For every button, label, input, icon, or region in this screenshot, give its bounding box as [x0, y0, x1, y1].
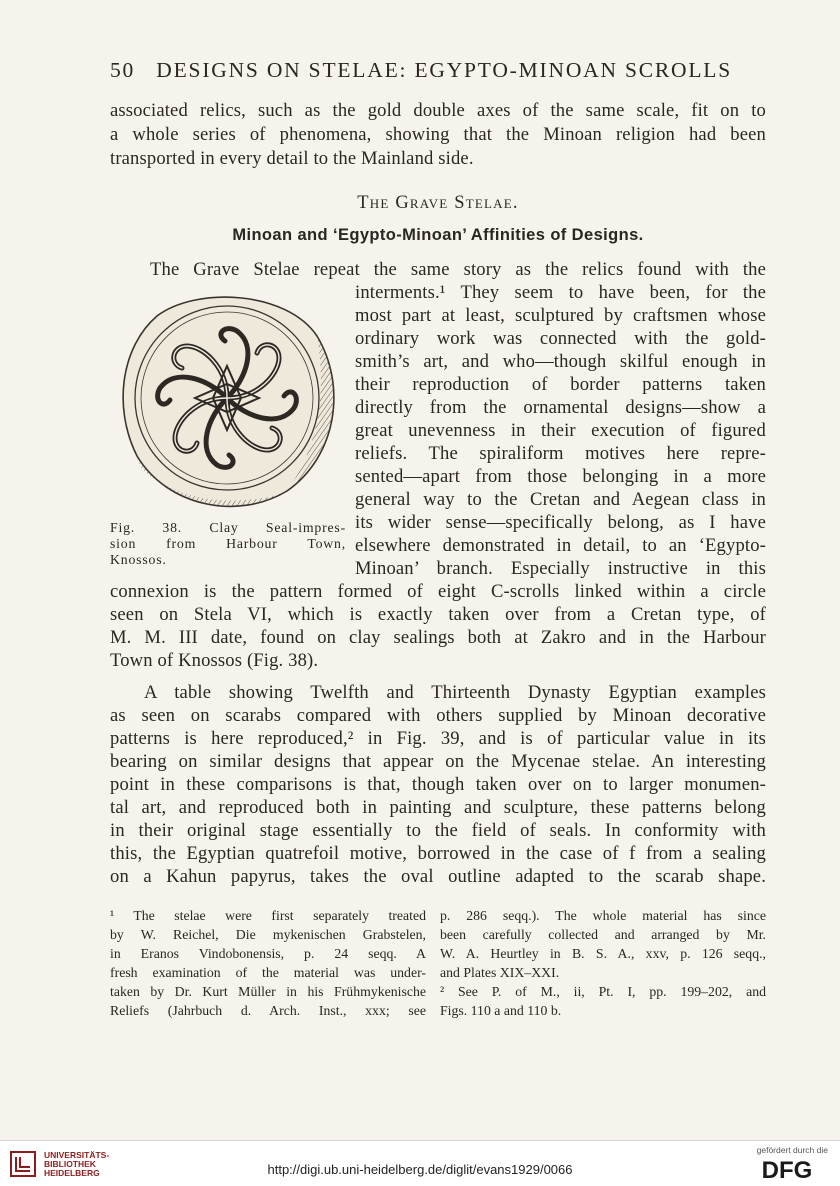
para1-line: interments.¹ They seem to have been, for the [355, 282, 766, 303]
footnote-line: been carefully collected and arranged by Mr. [440, 927, 766, 942]
para2-line: patterns is here reproduced,² in Fig. 39, and is of particular value in its [110, 728, 766, 749]
para1-line: directly from the ornamental designs—show a [355, 397, 766, 418]
para1-line: Minoan’ branch. Especially instructive in this [355, 558, 766, 579]
para1-line: connexion is the pattern formed of eight C-scrolls linked within a circle [110, 581, 766, 602]
para1-line: its wider sense—specifically belong, as I have [355, 512, 766, 533]
intro-line: associated relics, such as the gold double axes of the same scale, fit on to [110, 100, 766, 121]
library-name: UNIVERSITÄTS- BIBLIOTHEK HEIDELBERG [44, 1150, 110, 1178]
para1-line: Town of Knossos (Fig. 38). [110, 650, 319, 671]
page-number: 50 [110, 58, 136, 82]
para1-line: seen on Stela VI, which is exactly taken over from a Cretan type, of [110, 604, 766, 625]
dfg-logo-icon [746, 1157, 828, 1181]
para1-line: sented—apart from those belonging in a more [355, 466, 766, 487]
footnote-line: taken by Dr. Kurt Müller in his Frühmykenische [110, 984, 426, 999]
para1-line: smith’s art, and who—though skilful enough in [355, 351, 766, 372]
footnote-line: by W. Reichel, Die mykenischen Grabstelen, [110, 927, 426, 942]
section-title: The Grave Stelae. [357, 193, 519, 213]
footnote-line: ¹ The stelae were first separately treated [110, 908, 426, 923]
footnote-line: in Eranos Vindobonensis, p. 24 seqq. A [110, 946, 426, 961]
para1-line: their reproduction of border patterns taken [355, 374, 766, 395]
para1-line: ordinary work was connected with the gold- [355, 328, 766, 349]
para2-line: A table showing Twelfth and Thirteenth Dynasty Egyptian examples [144, 682, 766, 703]
footnote-line: fresh examination of the material was under- [110, 965, 426, 980]
source-url-link[interactable]: http://digi.ub.uni-heidelberg.de/diglit/evans1929/0066 [267, 1162, 573, 1177]
para2-line: in their original stage essentially to the field of seals. In conformity with [110, 820, 766, 841]
running-title: DESIGNS ON STELAE: EGYPTO-MINOAN SCROLLS [156, 58, 732, 82]
footnote-line: p. 286 seqq.). The whole material has since [440, 908, 766, 923]
para1-line: reliefs. The spiraliform motives here repre- [355, 443, 766, 464]
subheading: Minoan and ‘Egypto-Minoan’ Affinities of Designs. [232, 226, 644, 244]
footnote-line: ² See P. of M., ii, Pt. I, pp. 199–202, and [440, 984, 766, 999]
para2-line: this, the Egyptian quatrefoil motive, borrowed in the case of f from a sealing [110, 843, 766, 864]
seal-impression-figure [117, 286, 342, 514]
para2-line: on a Kahun papyrus, takes the oval outline adapted to the scarab shape. [110, 866, 766, 887]
intro-line: transported in every detail to the Mainland side. [110, 148, 474, 169]
funding-note: gefördert durch die [756, 1145, 828, 1155]
footnote-line: Reliefs (Jahrbuch d. Arch. Inst., xxx; see [110, 1003, 426, 1018]
para2-line: bearing on similar designs that appear on the Mycenae stelae. An interesting [110, 751, 766, 772]
para1-line: The Grave Stelae repeat the same story as the relics found with the [150, 259, 766, 280]
para2-line: tal art, and reproduced both in painting and sculpture, these patterns belong [110, 797, 766, 818]
footnote-line: W. A. Heurtley in B. S. A., xxv, p. 126 seqq., [440, 946, 766, 961]
para1-line: great unevenness in their execution of figured [355, 420, 766, 441]
footnote-line: and Plates XIX–XXI. [440, 965, 560, 980]
para2-line: as seen on scarabs compared with others supplied by Minoan decorative [110, 705, 766, 726]
para1-line: M. M. III date, found on clay sealings both at Zakro and in the Harbour [110, 627, 766, 648]
para1-line: most part at least, sculptured by craftsmen whose [355, 305, 766, 326]
figure-caption-line: Knossos. [110, 552, 167, 567]
footnote-line: Figs. 110 a and 110 b. [440, 1003, 562, 1018]
intro-line: a whole series of phenomena, showing that the Minoan religion had been [110, 124, 766, 145]
para1-line: general way to the Cretan and Aegean class in [355, 489, 766, 510]
para2-line: point in these comparisons is that, though taken over on to larger monumen- [110, 774, 766, 795]
figure-caption-line: Fig. 38. Clay Seal-impres- [110, 520, 346, 535]
figure-caption-line: sion from Harbour Town, [110, 536, 346, 551]
dfg-logo-text: DFG [761, 1157, 813, 1181]
running-header [110, 58, 766, 83]
para1-line: elsewhere demonstrated in detail, to an ‘Egypto- [355, 535, 766, 556]
